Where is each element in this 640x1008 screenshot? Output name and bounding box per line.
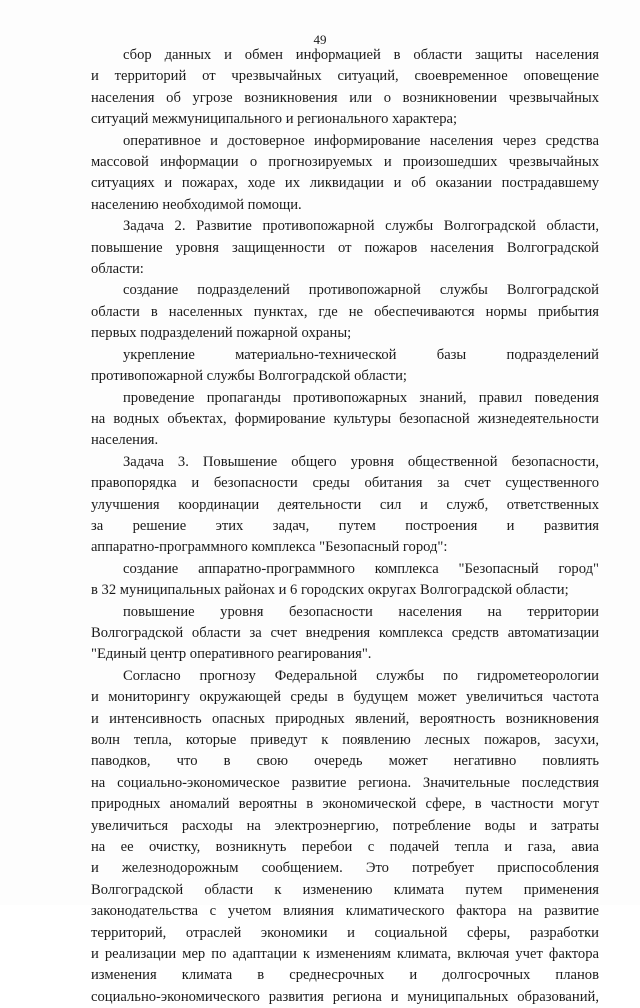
text-line: проведение пропаганды противопожарных знаний, правил поведения — [123, 389, 599, 406]
text-line: социально-экономического развития региона и муниципальных образований, — [91, 988, 599, 1005]
text-line: и мониторингу окружающей среды в будущем может увеличиться частота — [91, 689, 599, 706]
document-body — [91, 45, 599, 1008]
text-line: Задача 2. Развитие противопожарной службы Волгоградской области, — [123, 218, 599, 235]
text-line: изменения климата в среднесрочных и долгосрочных планов — [91, 967, 599, 984]
text-line: и интенсивность опасных природных явлений, вероятность возникновения — [91, 710, 599, 727]
text-line: правопорядка и безопасности среды обитания за счет существенного — [91, 475, 599, 492]
text-line: первых подразделений пожарной охраны; — [91, 325, 352, 342]
text-line: паводков, что в свою очередь может негативно повлиять — [91, 753, 599, 770]
text-line: за решение этих задач, путем построения и развития — [91, 517, 599, 534]
text-line: населения. — [91, 432, 159, 449]
text-line: Волгоградской области к изменению климата путем применения — [91, 881, 599, 898]
text-line: Волгоградской области за счет внедрения комплекса средств автоматизации — [91, 624, 599, 641]
page-number: 49 — [313, 32, 327, 47]
text-line: массовой информации о прогнозируемых и произошедших чрезвычайных — [91, 154, 599, 171]
text-line: волн тепла, которые приведут к появлению лесных пожаров, засухи, — [91, 732, 599, 748]
text-line: области: — [91, 261, 144, 278]
text-line: противопожарной службы Волгоградской области; — [91, 368, 407, 385]
text-line: улучшения координации деятельности сил и служб, ответственных — [91, 496, 599, 513]
text-line: на водных объектах, формирование культуры безопасной жизнедеятельности — [91, 410, 599, 427]
text-line: населения об угрозе возникновения или о возникновении чрезвычайных — [91, 89, 599, 106]
text-line: и территорий от чрезвычайных ситуаций, своевременное оповещение — [91, 68, 599, 85]
text-line: области в населенных пунктах, где не обеспечиваются нормы прибытия — [91, 303, 599, 320]
text-line: создание аппаратно-программного комплекса "Безопасный город" — [123, 560, 599, 577]
text-line: увеличиться расходы на электроэнергию, потребление воды и затраты — [91, 817, 599, 834]
text-line: в 32 муниципальных районах и 6 городских округах Волгоградской области; — [91, 582, 569, 599]
text-line: оперативное и достоверное информирование населения через средства — [123, 132, 599, 149]
text-line: законодательства с учетом влияния климатического фактора на развитие — [91, 903, 599, 920]
text-line: создание подразделений противопожарной службы Волгоградской — [123, 282, 599, 299]
text-line: аппаратно-программного комплекса "Безопасный город": — [91, 539, 448, 556]
text-line: сбор данных и обмен информацией в области защиты населения — [123, 47, 599, 63]
text-line: природных аномалий вероятны в экономической сфере, в частности могут — [91, 796, 599, 813]
text-line: и железнодорожным сообщением. Это потребует приспособления — [91, 860, 599, 877]
text-line: и реализации мер по адаптации к изменениям климата, включая учет фактора — [91, 946, 599, 963]
text-line: на социально-экономическое развитие региона. Значительные последствия — [91, 774, 599, 791]
text-line: населению необходимой помощи. — [91, 196, 302, 213]
text-line: на ее очистку, возникнуть перебои с подачей тепла и газа, авиа — [91, 839, 599, 856]
text-line: укрепление материально-технической базы подразделений — [123, 346, 599, 363]
text-line: Задача 3. Повышение общего уровня общественной безопасности, — [123, 453, 599, 470]
text-line: "Единый центр оперативного реагирования". — [91, 646, 372, 663]
text-line: территорий, отраслей экономики и социальной сферы, разработки — [91, 924, 599, 941]
text-line: повышение уровня безопасности населения на территории — [123, 603, 599, 620]
text-line: ситуаций межмуниципального и регионального характера; — [91, 111, 458, 128]
text-line: Согласно прогнозу Федеральной службы по гидрометеорологии — [123, 667, 599, 684]
text-line: повышение уровня защищенности от пожаров населения Волгоградской — [91, 239, 599, 256]
text-line: ситуациях и пожарах, ходе их ликвидации и об оказании пострадавшему — [91, 175, 599, 192]
